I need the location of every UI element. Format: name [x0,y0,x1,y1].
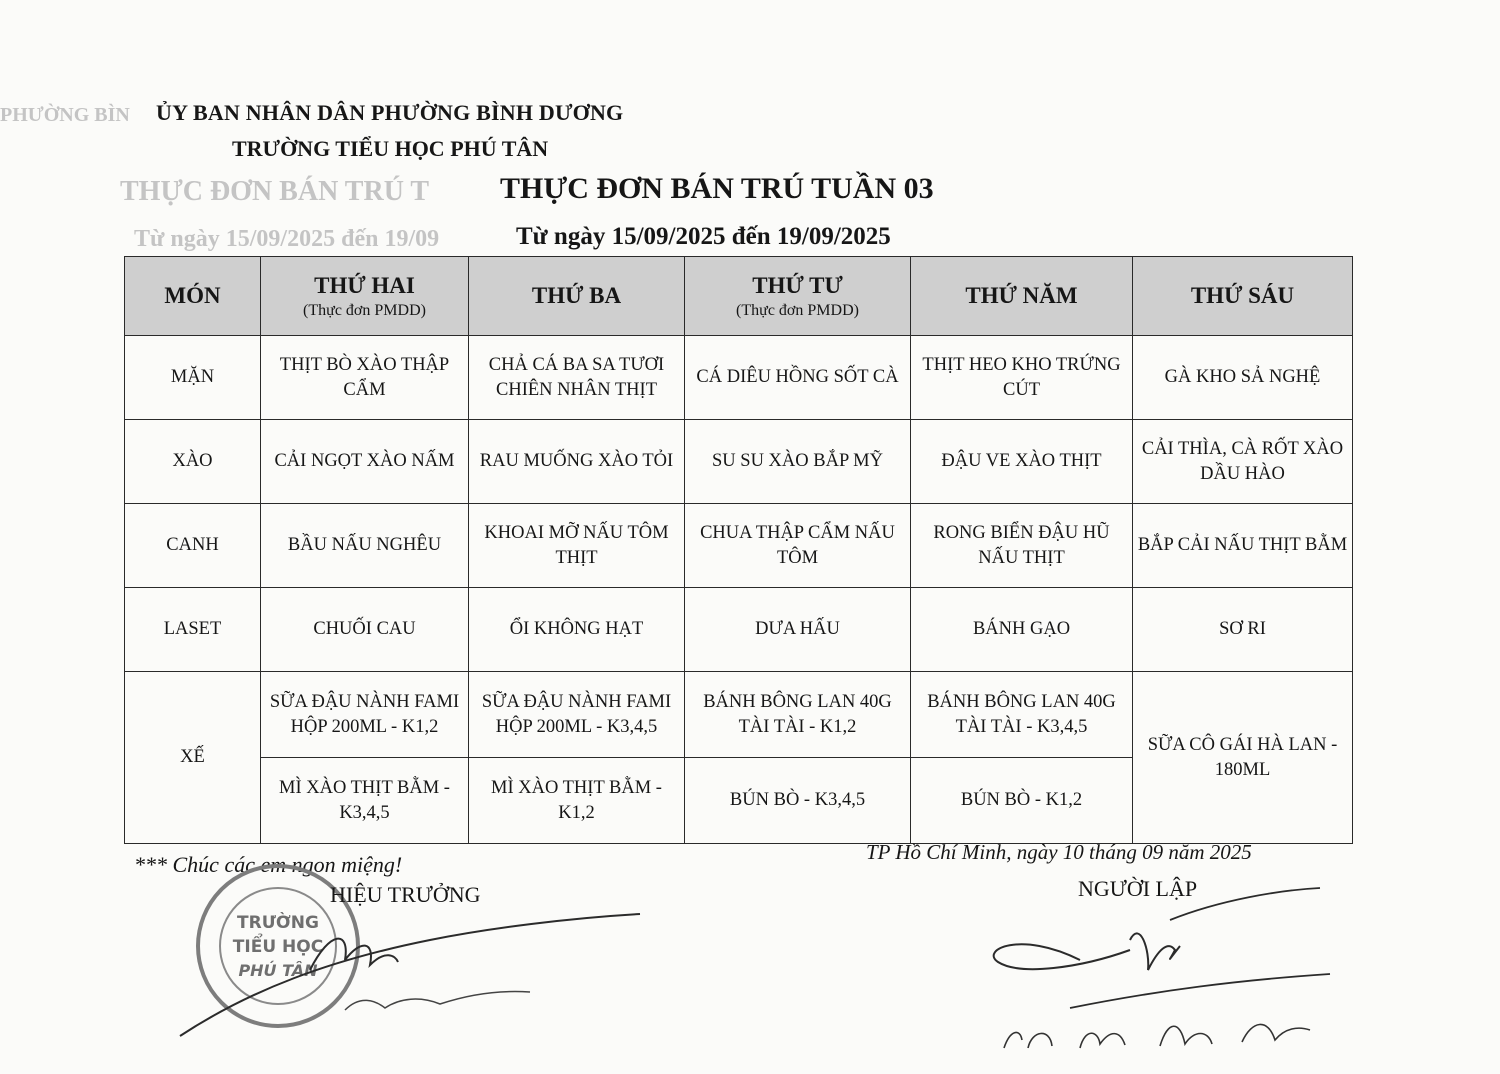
table-cell: BẦU NẤU NGHÊU [261,504,469,588]
table-cell: CẢI NGỌT XÀO NẤM [261,420,469,504]
table-cell: BÁNH GẠO [911,588,1133,672]
table-cell: MÌ XÀO THỊT BẰM - K1,2 [469,758,685,844]
table-cell: CẢI THÌA, CÀ RỐT XÀO DẦU HÀO [1133,420,1353,504]
table-cell: KHOAI MỠ NẤU TÔM THỊT [469,504,685,588]
table-cell: SỮA CÔ GÁI HÀ LAN - 180ML [1133,672,1353,844]
svg-text:TRƯỜNG: TRƯỜNG [237,913,319,933]
table-cell: BÁNH BÔNG LAN 40G TÀI TÀI - K3,4,5 [911,672,1133,758]
date-range: Từ ngày 15/09/2025 đến 19/09/2025 [516,223,891,250]
committee-name: ỦY BAN NHÂN DÂN PHƯỜNG BÌNH DƯƠNG [156,100,624,125]
table-cell: RAU MUỐNG XÀO TỎI [469,420,685,504]
table-cell: CÁ DIÊU HỒNG SỐT CÀ [685,336,911,420]
table-cell: SƠ RI [1133,588,1353,672]
school-name: TRƯỜNG TIỂU HỌC PHÚ TÂN [232,136,549,161]
table-cell: ỔI KHÔNG HẠT [469,588,685,672]
row-label: LASET [125,588,261,672]
table-cell: THỊT BÒ XÀO THẬP CẨM [261,336,469,420]
table-cell: CHUỐI CAU [261,588,469,672]
table-row-xao [125,420,1353,504]
table-row-man [125,336,1353,420]
bleed-through-title: THỰC ĐƠN BÁN TRÚ T [120,176,430,207]
bleed-through-date: Từ ngày 15/09/2025 đến 19/09 [134,226,440,252]
table-cell: BÚN BÒ - K3,4,5 [685,758,911,844]
table-cell: BÁNH BÔNG LAN 40G TÀI TÀI - K1,2 [685,672,911,758]
table-cell: BẮP CẢI NẤU THỊT BẰM [1133,504,1353,588]
row-label: CANH [125,504,261,588]
day-header-tuesday: THỨ BA [469,257,685,336]
table-cell: SỮA ĐẬU NÀNH FAMI HỘP 200ML - K1,2 [261,672,469,758]
table-cell: THỊT HEO KHO TRỨNG CÚT [911,336,1133,420]
preparer-signature-icon [980,880,1340,1060]
table-row-canh [125,504,1353,588]
preparer-title: NGƯỜI LẬP [1078,876,1198,901]
table-cell: ĐẬU VE XÀO THỊT [911,420,1133,504]
table-cell: DƯA HẤU [685,588,911,672]
bleed-through-header: PHƯỜNG BÌN [0,104,130,126]
table-row-xe-1 [125,672,1353,758]
table-cell: RONG BIỂN ĐẬU HŨ NẤU THỊT [911,504,1133,588]
table-cell: CHUA THẬP CẨM NẤU TÔM [685,504,911,588]
day-header-friday: THỨ SÁU [1133,257,1353,336]
menu-title: THỰC ĐƠN BÁN TRÚ TUẦN 03 [500,172,934,205]
day-header-thursday: THỨ NĂM [911,257,1133,336]
closing-note: *** Chúc các em ngon miệng! [134,852,403,877]
table-row-laset [125,588,1353,672]
table-cell: BÚN BÒ - K1,2 [911,758,1133,844]
corner-header: MÓN [125,257,261,336]
table-cell: GÀ KHO SẢ NGHỆ [1133,336,1353,420]
row-label: XÀO [125,420,261,504]
table-cell: SỮA ĐẬU NÀNH FAMI HỘP 200ML - K3,4,5 [469,672,685,758]
svg-text:TIỂU HỌC: TIỂU HỌC [232,937,324,957]
table-cell: CHẢ CÁ BA SA TƯƠI CHIÊN NHÂN THỊT [469,336,685,420]
menu-table [124,256,1353,844]
row-label: MẶN [125,336,261,420]
table-header-row [125,257,1353,336]
principal-signature-icon [170,900,650,1040]
principal-title: HIỆU TRƯỞNG [330,882,481,907]
day-header-monday: THỨ HAI (Thực đơn PMDD) [261,257,469,336]
table-cell: SU SU XÀO BẮP MỸ [685,420,911,504]
row-label: XẾ [125,672,261,844]
svg-text:PHÚ TÂN: PHÚ TÂN [238,961,318,980]
place-date: TP Hồ Chí Minh, ngày 10 tháng 09 năm 2025 [866,840,1252,864]
day-header-wednesday: THỨ TƯ (Thực đơn PMDD) [685,257,911,336]
table-cell: MÌ XÀO THỊT BẰM - K3,4,5 [261,758,469,844]
